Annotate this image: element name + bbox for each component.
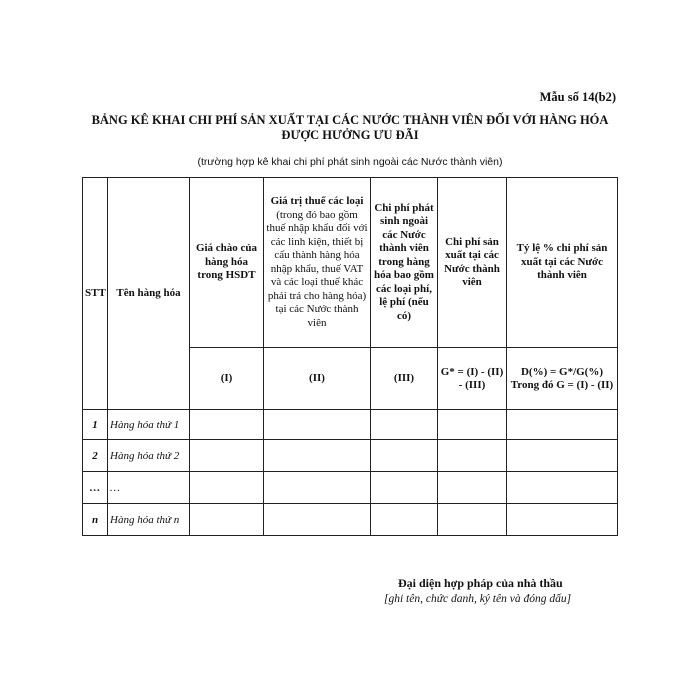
row-cell (190, 504, 264, 536)
header-tax-lead: Giá trị thuế các loại (270, 195, 364, 207)
row-cell (438, 504, 507, 536)
code-price: (I) (190, 348, 264, 410)
row-cell (264, 410, 371, 440)
row-cell (507, 440, 618, 472)
signature-note: [ghi tên, chức danh, ký tên và đóng dấu] (384, 593, 572, 605)
header-tax-rest: (trong đó bao gồm thuế nhập khẩu đối với các linh kiện, thiết bị cấu thành hàng hóa nhập khẩu, thuế VAT và các loại thuế khác phải trả cho hàng hóa) tại các Nước thành viên (266, 208, 368, 329)
table-row (83, 504, 618, 536)
table-row (83, 440, 618, 472)
row-cell (371, 440, 438, 472)
cost-declaration-table (82, 177, 618, 536)
code-outside-cost: (III) (371, 348, 438, 410)
header-member-cost: Chi phí sản xuất tại các Nước thành viên (438, 178, 507, 348)
header-price: Giá chào của hàng hóa trong HSDT (190, 178, 264, 348)
row-cell (507, 504, 618, 536)
code-member-cost: G* = (I) - (II) - (III) (438, 348, 507, 410)
document-title (70, 113, 630, 143)
row-cell (264, 440, 371, 472)
code-tax: (II) (264, 348, 371, 410)
table-row (83, 472, 618, 504)
row-stt: … (83, 472, 108, 504)
row-name: Hàng hóa thứ 1 (108, 410, 190, 440)
row-cell (507, 472, 618, 504)
code-ratio (507, 348, 618, 410)
row-cell (438, 472, 507, 504)
header-stt: STT (83, 178, 108, 410)
row-name: Hàng hóa thứ 2 (108, 440, 190, 472)
code-ratio-line-2: Trong đó G = (I) - (II) (510, 378, 614, 391)
row-cell (190, 472, 264, 504)
header-tax (264, 178, 371, 348)
row-cell (190, 410, 264, 440)
row-cell (371, 410, 438, 440)
row-stt: 1 (83, 410, 108, 440)
form-number: Mẫu số 14(b2) (539, 90, 616, 104)
row-cell (371, 472, 438, 504)
document-subtitle: (trường hợp kê khai chi phí phát sinh ngoài các Nước thành viên) (197, 156, 503, 168)
row-stt: n (83, 504, 108, 536)
code-ratio-line-1: D(%) = G*/G(%) (520, 365, 604, 378)
header-name: Tên hàng hóa (108, 178, 190, 410)
header-outside-cost: Chi phí phát sinh ngoài các Nước thành viên trong hàng hóa bao gồm các loại phí, lệ phí (nếu có) (371, 178, 438, 348)
row-cell (507, 410, 618, 440)
row-cell (438, 440, 507, 472)
header-ratio: Tỷ lệ % chi phí sản xuất tại các Nước thành viên (507, 178, 618, 348)
title-line-1: BẢNG KÊ KHAI CHI PHÍ SẢN XUẤT TẠI CÁC NƯỚC THÀNH VIÊN ĐỐI VỚI HÀNG HÓA (91, 113, 609, 127)
row-stt: 2 (83, 440, 108, 472)
row-cell (371, 504, 438, 536)
table-row (83, 410, 618, 440)
row-cell (438, 410, 507, 440)
row-name: Hàng hóa thứ n (108, 504, 190, 536)
title-line-2: ĐƯỢC HƯỞNG ƯU ĐÃI (281, 128, 419, 142)
row-name: … (108, 472, 190, 504)
row-cell (190, 440, 264, 472)
signature-title: Đại diện hợp pháp của nhà thầu (398, 576, 563, 590)
row-cell (264, 472, 371, 504)
row-cell (264, 504, 371, 536)
header-row (83, 178, 618, 348)
